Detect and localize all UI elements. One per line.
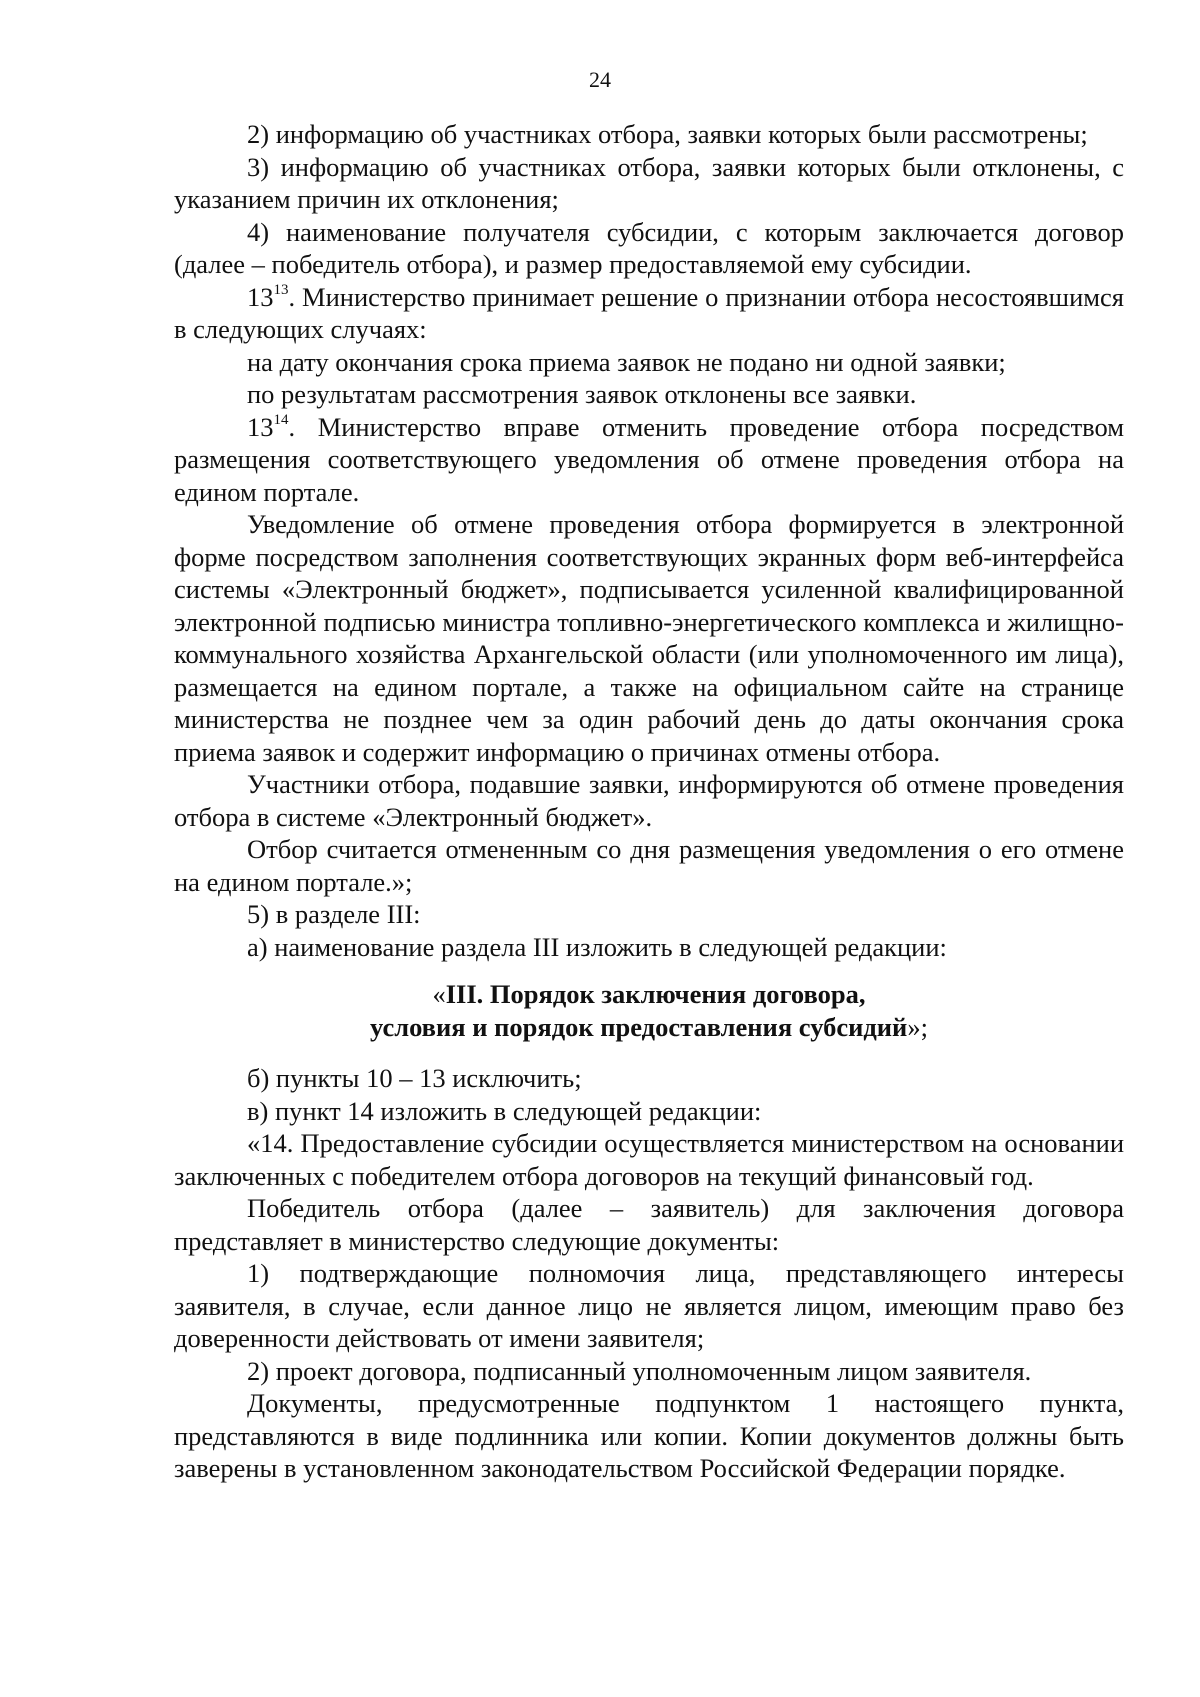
paragraph: Отбор считается отмененным со дня размещения уведомления о его отмене на едином портале.»; [174, 834, 1124, 897]
clause-number: 13 [247, 411, 274, 442]
paragraph: Уведомление об отмене проведения отбора формируется в электронной форме посредством заполнения соответствующих экранных форм веб-интерфейса системы «Электронный бюджет», подписывается усиленной квалифицированной электронной подписью министра топливно-энергетического комплекса и жилищно-коммунального хозяйства Архангельской области (или уполномоченного им лица), размещается на едином портале, а также на официальном сайте на странице министерства не позднее чем за один рабочий день до даты окончания срока приема заявок и содержит информацию о причинах отмены отбора. [174, 509, 1124, 767]
heading-line-1: III. Порядок заключения договора, [445, 979, 866, 1009]
paragraph: «14. Предоставление субсидии осуществляется министерством на основании заключенных с победителем отбора договоров на текущий финансовый год. [174, 1128, 1124, 1191]
paragraph: 1) подтверждающие полномочия лица, представляющего интересы заявителя, в случае, если данное лицо не является лицом, имеющим право без доверенности действовать от имени заявителя; [174, 1258, 1124, 1353]
paragraph-text: . Министерство вправе отменить проведение отбора посредством размещения соответствующего уведомления об отмене проведения отбора на едином портале. [174, 411, 1124, 507]
section-heading [174, 978, 1124, 1043]
heading-line-2: условия и порядок предоставления субсидий [370, 1011, 908, 1042]
page-number: 24 [589, 67, 611, 92]
paragraph-text: . Министерство принимает решение о признании отбора несостоявшимся в следующих случаях: [174, 281, 1124, 344]
paragraph: Победитель отбора (далее – заявитель) для заключения договора представляет в министерство следующие документы: [174, 1193, 1124, 1256]
paragraph: на дату окончания срока приема заявок не подано ни одной заявки; [247, 346, 1006, 377]
paragraph: б) пункты 10 – 13 исключить; [247, 1063, 582, 1093]
document-body [174, 118, 1124, 1485]
paragraph: в) пункт 14 изложить в следующей редакции: [247, 1095, 762, 1126]
paragraph: Документы, предусмотренные подпунктом 1 настоящего пункта, представляются в виде подлинника или копии. Копии документов должны быть заверены в установленном законодательством Российской Федерации порядке. [174, 1388, 1124, 1483]
paragraph [174, 281, 1124, 346]
paragraph: 5) в разделе III: [247, 899, 421, 929]
paragraph: а) наименование раздела III изложить в следующей редакции: [247, 931, 947, 962]
paragraph: по результатам рассмотрения заявок отклонены все заявки. [247, 379, 917, 409]
paragraph: 3) информацию об участниках отбора, заявки которых были отклонены, с указанием причин их отклонения; [174, 151, 1124, 214]
clause-superscript: 13 [273, 281, 289, 298]
paragraph [174, 411, 1124, 509]
clause-number: 13 [247, 281, 274, 312]
paragraph: Участники отбора, подавшие заявки, информируются об отмене проведения отбора в системе «Электронный бюджет». [174, 769, 1124, 832]
clause-superscript: 14 [273, 411, 289, 428]
heading-close-quote: »; [907, 1011, 928, 1042]
heading-open-quote: « [432, 979, 446, 1009]
paragraph: 2) информацию об участниках отбора, заявки которых были рассмотрены; [247, 119, 1088, 149]
paragraph: 2) проект договора, подписанный уполномоченным лицом заявителя. [247, 1355, 1032, 1386]
paragraph: 4) наименование получателя субсидии, с которым заключается договор (далее – победитель отбора), и размер предоставляемой ему субсидии. [174, 216, 1124, 279]
